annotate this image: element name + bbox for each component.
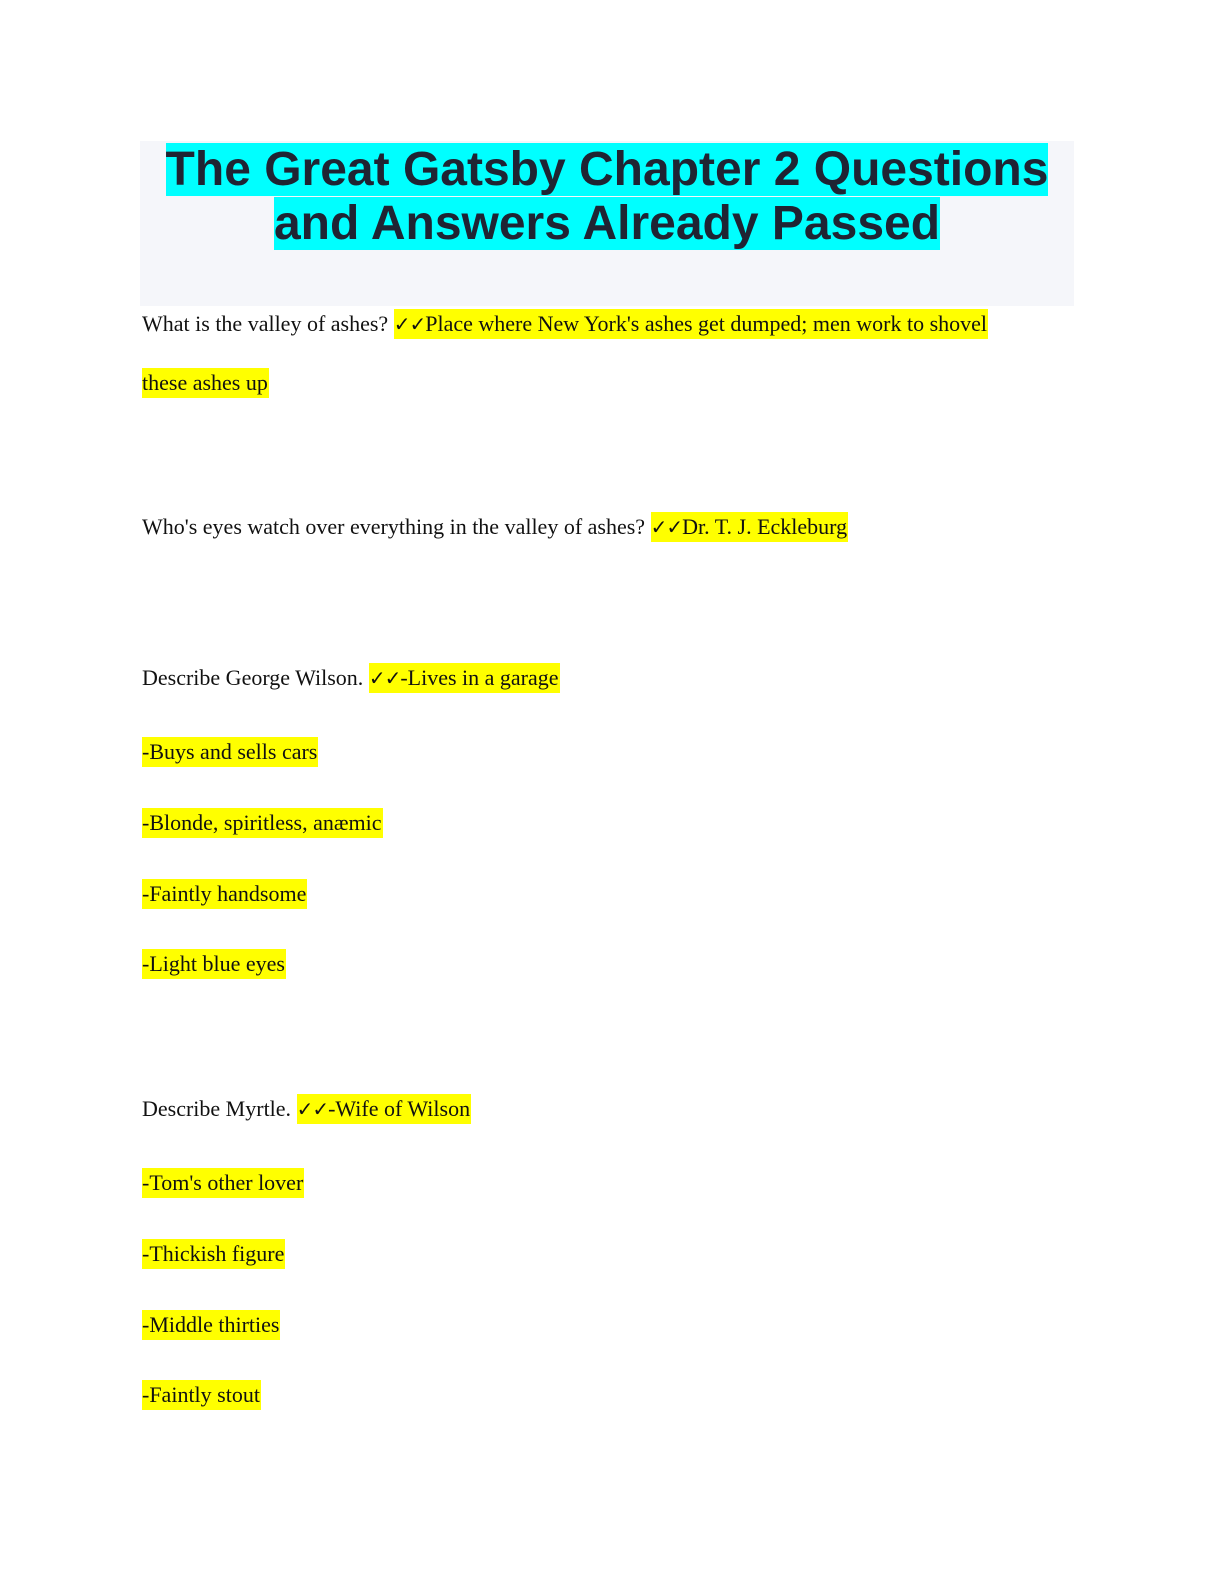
title-banner <box>140 141 1074 306</box>
answer-text: -Middle thirties <box>142 1310 280 1340</box>
answer-text: -Thickish figure <box>142 1239 285 1269</box>
answer-text: Place where New York's ashes get dumped; men work to shovel <box>425 311 988 336</box>
answer-line <box>142 1310 280 1340</box>
answer-text: these ashes up <box>142 368 269 398</box>
title-line-2: and Answers Already Passed <box>273 197 941 250</box>
answer-highlight <box>651 512 849 542</box>
qa-item-myrtle <box>142 1094 471 1124</box>
answer-line <box>142 1239 285 1269</box>
answer-line <box>142 808 383 838</box>
double-check-icon: ✓✓ <box>650 515 683 539</box>
double-check-icon: ✓✓ <box>368 666 401 690</box>
answer-line <box>142 1168 304 1198</box>
qa-item-valley-of-ashes <box>142 309 988 339</box>
answer-text: -Buys and sells cars <box>142 737 318 767</box>
answer-text: -Light blue eyes <box>142 949 286 979</box>
title-line-1: The Great Gatsby Chapter 2 Questions <box>165 143 1049 196</box>
answer-highlight <box>297 1094 472 1124</box>
page-title <box>140 141 1074 251</box>
answer-text: -Faintly stout <box>142 1380 261 1410</box>
answer-line <box>142 879 307 909</box>
qa-item-george-wilson <box>142 663 560 693</box>
qa-item-eyes <box>142 512 848 542</box>
answer-line <box>142 949 286 979</box>
answer-text: -Blonde, spiritless, anæmic <box>142 808 383 838</box>
answer-text: -Lives in a garage <box>400 665 559 690</box>
answer-text: -Faintly handsome <box>142 879 307 909</box>
answer-text: -Tom's other lover <box>142 1168 304 1198</box>
question-text: Describe George Wilson. <box>142 665 369 690</box>
answer-text: Dr. T. J. Eckleburg <box>682 514 848 539</box>
question-text: Who's eyes watch over everything in the valley of ashes? <box>142 514 651 539</box>
double-check-icon: ✓✓ <box>393 312 426 336</box>
answer-highlight <box>369 663 560 693</box>
answer-highlight <box>394 309 988 339</box>
double-check-icon: ✓✓ <box>296 1097 329 1121</box>
answer-line <box>142 1380 261 1410</box>
answer-line <box>142 737 318 767</box>
answer-continuation <box>142 368 269 398</box>
question-text: What is the valley of ashes? <box>142 311 394 336</box>
question-text: Describe Myrtle. <box>142 1096 297 1121</box>
answer-text: -Wife of Wilson <box>328 1096 471 1121</box>
